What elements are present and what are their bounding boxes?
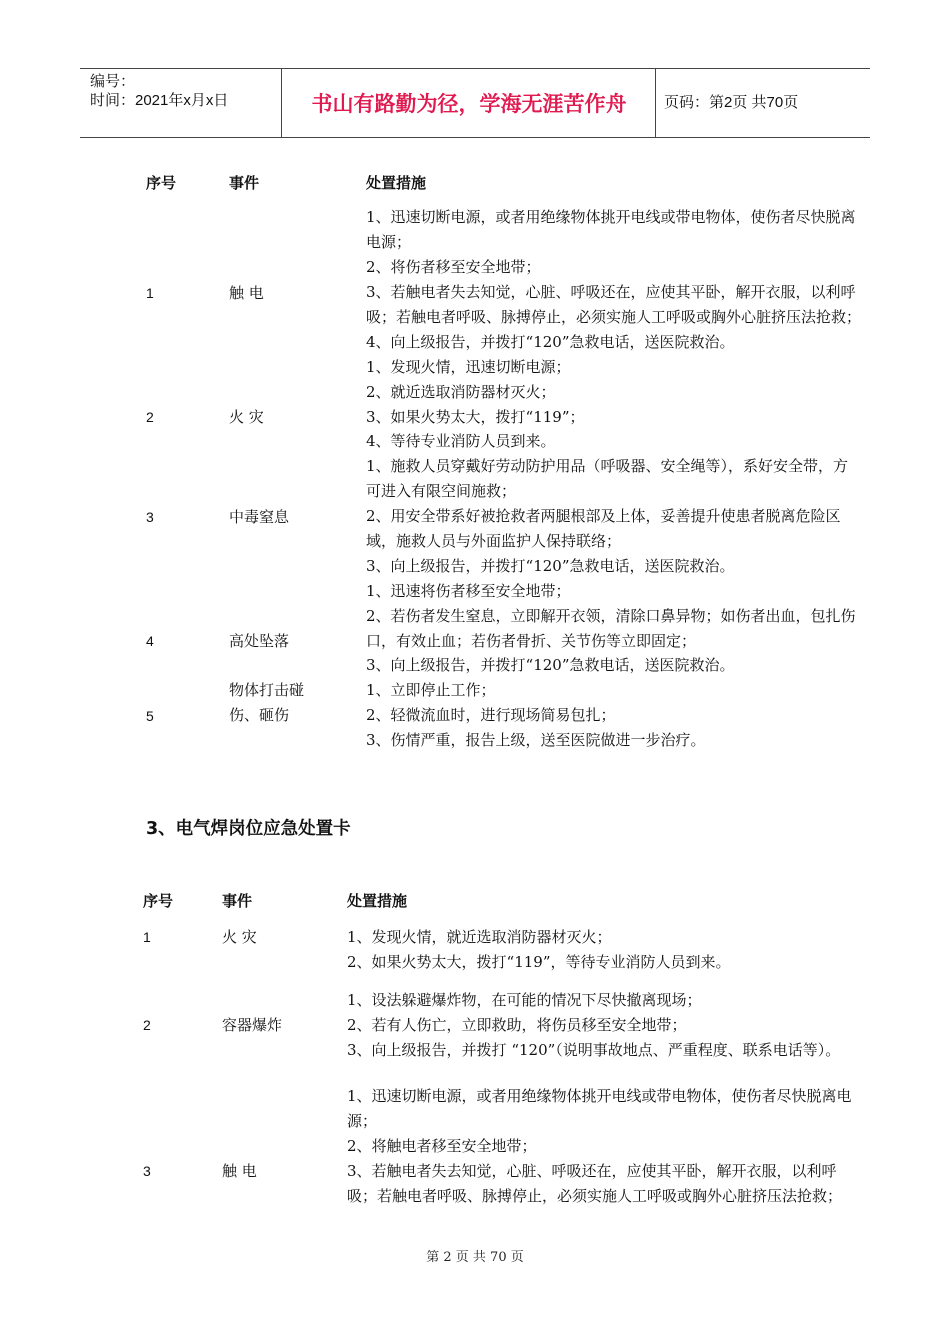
measure-line: 3、如果火势太大，拨打“119”；	[366, 408, 585, 426]
measure-line: 3、若触电者失去知觉，心脏、呼吸还在，应使其平卧，解开衣服，以利呼	[347, 1162, 837, 1180]
row-number: 1	[146, 285, 154, 301]
measure-line: 3、向上级报告，并拨打“120”急救电话，送医院救治。	[366, 557, 735, 575]
measure-line: 1、迅速将伤者移至安全地带；	[366, 582, 571, 600]
row-event: 物体打击碰	[229, 681, 305, 699]
measure-line: 吸；若触电者呼吸、脉搏停止，必须实施人工呼吸或胸外心脏挤压法抢救；	[366, 308, 862, 326]
measure-line: 2、用安全带系好被抢救者两腿根部及上体，妥善提升使患者脱离危险区	[366, 507, 841, 525]
row-event: 火 灾	[229, 408, 264, 426]
measure-line: 域，施救人员与外面监护人保持联络；	[366, 532, 622, 550]
measure-line: 2、若伤者发生窒息，立即解开衣领，清除口鼻异物；如伤者出血，包扎伤	[366, 607, 856, 625]
row-number: 3	[143, 1163, 151, 1179]
measure-line: 4、向上级报告，并拨打“120”急救电话，送医院救治。	[366, 333, 735, 351]
measure-line: 3、向上级报告，并拨打 “120”（说明事故地点、严重程度、联系电话等）。	[347, 1041, 841, 1059]
column-header-no: 序号	[143, 892, 174, 910]
measure-line: 可进入有限空间施救；	[366, 482, 517, 500]
measure-line: 电源；	[366, 233, 412, 251]
header-motto: 书山有路勤为径，学海无涯苦作舟	[311, 92, 627, 116]
measure-line: 1、发现火情，就近选取消防器材灭火；	[347, 928, 612, 946]
measure-line: 吸；若触电者呼吸、脉搏停止，必须实施人工呼吸或胸外心脏挤压法抢救；	[347, 1187, 843, 1205]
measure-line: 2、就近选取消防器材灭火；	[366, 383, 556, 401]
measure-line: 3、若触电者失去知觉，心脏、呼吸还在，应使其平卧，解开衣服，以利呼	[366, 283, 856, 301]
row-event: 火 灾	[222, 928, 257, 946]
row-event: 触 电	[229, 284, 264, 302]
measure-line: 3、伤情严重，报告上级，送至医院做进一步治疗。	[366, 731, 706, 749]
row-number: 4	[146, 633, 154, 649]
column-header-event: 事件	[222, 892, 253, 910]
column-header-event: 事件	[229, 174, 260, 192]
measure-line: 1、迅速切断电源，或者用绝缘物体挑开电线或带电物体，使伤者尽快脱离	[366, 208, 856, 226]
row-event: 容器爆炸	[222, 1016, 283, 1034]
measure-line: 4、等待专业消防人员到来。	[366, 432, 556, 450]
header-meta	[90, 72, 228, 110]
measure-line: 2、将触电者移至安全地带；	[347, 1137, 537, 1155]
measure-line: 3、向上级报告，并拨打“120”急救电话，送医院救治。	[366, 656, 735, 674]
measure-line: 2、将伤者移至安全地带；	[366, 258, 541, 276]
row-event: 中毒窒息	[229, 508, 290, 526]
row-event: 触 电	[222, 1162, 257, 1180]
row-number: 5	[146, 708, 154, 724]
page-header	[80, 68, 870, 138]
measure-line: 口，有效止血；若伤者骨折、关节伤等立即固定；	[366, 632, 697, 650]
measure-line: 2、轻微流血时，进行现场简易包扎；	[366, 706, 616, 724]
row-number: 1	[143, 929, 151, 945]
column-header-no: 序号	[146, 174, 177, 192]
measure-line: 2、若有人伤亡，立即救助，将伤员移至安全地带；	[347, 1016, 687, 1034]
row-number: 2	[143, 1017, 151, 1033]
measure-line: 1、设法躲避爆炸物，在可能的情况下尽快撤离现场；	[347, 991, 702, 1009]
column-header-measures: 处置措施	[347, 892, 408, 910]
row-event: 伤、砸伤	[229, 706, 290, 724]
measure-line: 源；	[347, 1112, 378, 1130]
header-page-info: 页码：第2页 共70页	[664, 94, 799, 111]
document-number-label: 编号：	[90, 73, 136, 90]
measure-line: 1、发现火情，迅速切断电源；	[366, 358, 571, 376]
section-title: 3、电气焊岗位应急处置卡	[146, 819, 351, 839]
row-number: 3	[146, 509, 154, 525]
column-header-measures: 处置措施	[366, 174, 427, 192]
measure-line: 1、迅速切断电源，或者用绝缘物体挑开电线或带电物体，使伤者尽快脱离电	[347, 1087, 852, 1105]
document-date: 时间：2021年x月x日	[90, 92, 229, 109]
measure-line: 1、立即停止工作；	[366, 681, 496, 699]
measure-line: 1、施救人员穿戴好劳动防护用品（呼吸器、安全绳等），系好安全带，方	[366, 457, 849, 475]
row-event: 高处坠落	[229, 632, 290, 650]
page-footer: 第 2 页 共 70 页	[426, 1250, 524, 1265]
measure-line: 2、如果火势太大，拨打“119”，等待专业消防人员到来。	[347, 953, 731, 971]
row-number: 2	[146, 409, 154, 425]
